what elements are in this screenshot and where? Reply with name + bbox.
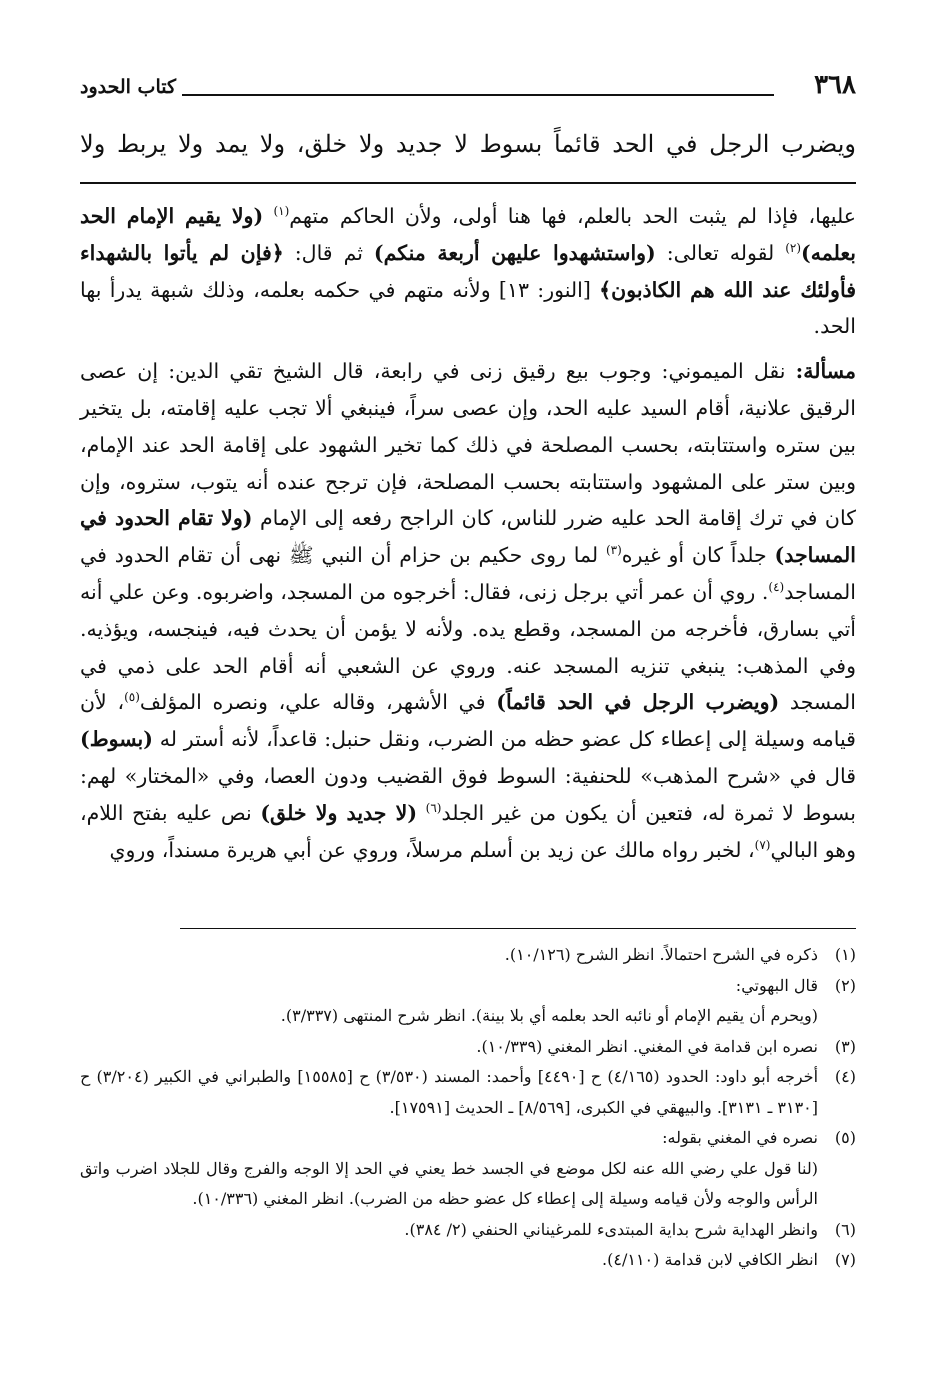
quran-quote: (واستشهدوا عليهن أربعة منكم) [373,240,656,265]
masala-label: مسألة: [795,359,856,384]
matn-quote: (ولا تقام الحدود في المساجد) [80,506,856,568]
matn-quote: (لا جديد ولا خلق) [260,800,418,825]
quran-quote: ﴿فإن لم يأتوا بالشهداء فأولئك عند الله هم الكاذبون﴾ [80,240,856,302]
footnote-ref-5[interactable]: (٥) [124,690,140,705]
header-rule [182,94,774,96]
footnote-separator [180,928,856,929]
footnote-5 [80,1123,856,1154]
matn-quote: (بسوط) [80,727,153,752]
footnote-text: انظر الكافي لابن قدامة (٤/١١٠). [602,1250,818,1269]
footnote-number: (٧) [834,1250,856,1269]
commentary [80,198,856,868]
footnote-text: أخرجه أبو داود: الحدود (٤/١٦٥) ح [٤٤٩٠] وأحمد: المسند (٣/٥٣٠) ح [١٥٥٨٥] والطبراني في الكبير (٣/٢٠٤) ح [٣١٣٠ ـ ٣١٣١]. والبيهقي في الكبرى، [٨/٥٦٩] ـ الحديث [١٧٥٩١]. [80,1067,819,1117]
footnote-1 [80,940,856,971]
footnote-number: (٣) [834,1036,856,1056]
footnote-number: (٤) [834,1067,856,1086]
footnotes [80,940,856,1276]
matn-separator [80,182,856,184]
footnote-ref-6[interactable]: (٦) [425,800,442,815]
footnote-2 [80,971,856,1002]
footnote-number: (١) [834,945,856,964]
footnote-ref-3[interactable]: (٣) [605,543,622,558]
footnote-number: (٢) [834,975,856,995]
footnote-text: ذكره في الشرح احتمالاً. انظر الشرح (١٠/١٢٦). [504,945,818,964]
footnote-text: نصره في المغني بقوله: [662,1128,818,1147]
commentary-paragraph-2: مسألة: نقل الميموني: وجوب بيع رقيق زنى في رابعة، قال الشيخ تقي الدين: إن عصى الرقيق علانية، أقام السيد عليه الحد، وإن عصى سراً، فينبغي ألا تجب عليه إقامته، بل يتخير بين ستره واستتابته، بحسب المصلحة في ذلك كما تخير الشهود على إقامة الحد عند الإمام، وبين ستر على المشهود واستتابته بحسب المصلحة، فإن ترجح عنده أنه يتوب، ستروه، وإن كان في ترك إقامة الحد عليه ضرر للناس، كان الراجح رفعه إلى الإمام (ولا تقام الحدود في المساجد) جلداً كان أو غيره$^{(٣)}$ لما روى حكيم بن حزام أن النبي ﷺ نهى أن تقام الحدود في المساجد$^{(٤)}$. روي أن عمر أتي برجل زنى، فقال: أخرجوه من المسجد، واضربوه. وعن علي أنه أتي بسارق، فأخرجه من المسجد، وقطع يده. ولأنه لا يؤمن أن يحدث فيه، فينجسه، ويؤذيه. وفي المذهب: ينبغي تنزيه المسجد عنه. وروي عن الشعبي أنه أقام الحد على ذمي في المسجد (ويضرب الرجل في الحد قائماً) في الأشهر، وقاله علي، ونصره المؤلف$^{(٥)}$، لأن قيامه وسيلة إلى إعطاء كل عضو حظه من الضرب، ونقل حنبل: قاعداً، لأنه أستر له (بسوط) قال في «شرح المذهب» للحنفية: السوط فوق القضيب ودون العصا، وفي «المختار» لهم: بسوط لا ثمرة له، فتعين أن يكون من غير الجلد$^{(٦)}$ (لا جديد ولا خلق) نص عليه بفتح اللام، وهو البالي$^{(٧)}$، لخبر رواه مالك عن زيد بن أسلم مرسلاً، وروي عن أبي هريرة مسنداً، وروي [80,359,857,862]
footnote-5-quote: (لنا قول علي رضي الله عنه لكل موضع في الجسد خط يعني في الحد إلا الوجه والفرج وقال للجلاد اضرب واتق الرأس والوجه ولأن قيامه وسيلة إلى إعطاء كل عضو حظه من الضرب). انظر المغني (١٠/٣٣٦). [80,1158,818,1208]
footnote-number: (٦) [834,1219,856,1239]
footnote-ref-7[interactable]: (٧) [754,837,771,852]
footnote-7 [80,1245,856,1276]
footnote-4 [80,1062,856,1123]
footnote-number: (٥) [834,1128,856,1147]
footnote-text: قال البهوتي: [735,975,818,995]
matn-quote: (ويضرب الرجل في الحد قائماً) [496,690,780,715]
footnote-2-quote: (ويحرم أن يقيم الإمام أو نائبه الحد بعلمه أي بلا بينة). انظر شرح المنتهى (٣/٣٣٧). [280,1006,818,1025]
footnote-ref-2[interactable]: (٢) [785,240,802,255]
footnote-6 [80,1215,856,1246]
matn-text: ويضرب الرجل في الحد قائماً بسوط لا جديد ولا خلق، ولا يمد ولا يربط ولا [80,130,856,158]
running-title: كتاب الحدود [80,76,177,98]
footnote-ref-4[interactable]: (٤) [768,580,785,595]
commentary-paragraph-1: عليها، فإذا لم يثبت الحد بالعلم، فها هنا أولى، ولأن الحاكم متهم$^{(١)}$ (ولا يقيم الإمام الحد بعلمه)$^{(٢)}$ لقوله تعالى: (واستشهدوا عليهن أربعة منكم) ثم قال: ﴿فإن لم يأتوا بالشهداء فأولئك عند الله هم الكاذبون﴾ [النور: ١٣] ولأنه متهم في حكمه بعلمه، وذلك شبهة يدرأ بها الحد. [80,204,856,339]
footnote-text: نصره ابن قدامة في المغني. انظر المغني (١٠/٣٣٩). [476,1036,818,1056]
footnote-text: وانظر الهداية شرح بداية المبتدىء للمرغيناني الحنفي (٢/ ٣٨٤). [404,1219,818,1239]
footnote-3 [80,1032,856,1063]
page-number: ٣٦٨ [814,70,856,100]
footnote-ref-1[interactable]: (١) [273,204,290,219]
matn-quote: (ولا يقيم الإمام الحد بعلمه) [80,204,856,265]
